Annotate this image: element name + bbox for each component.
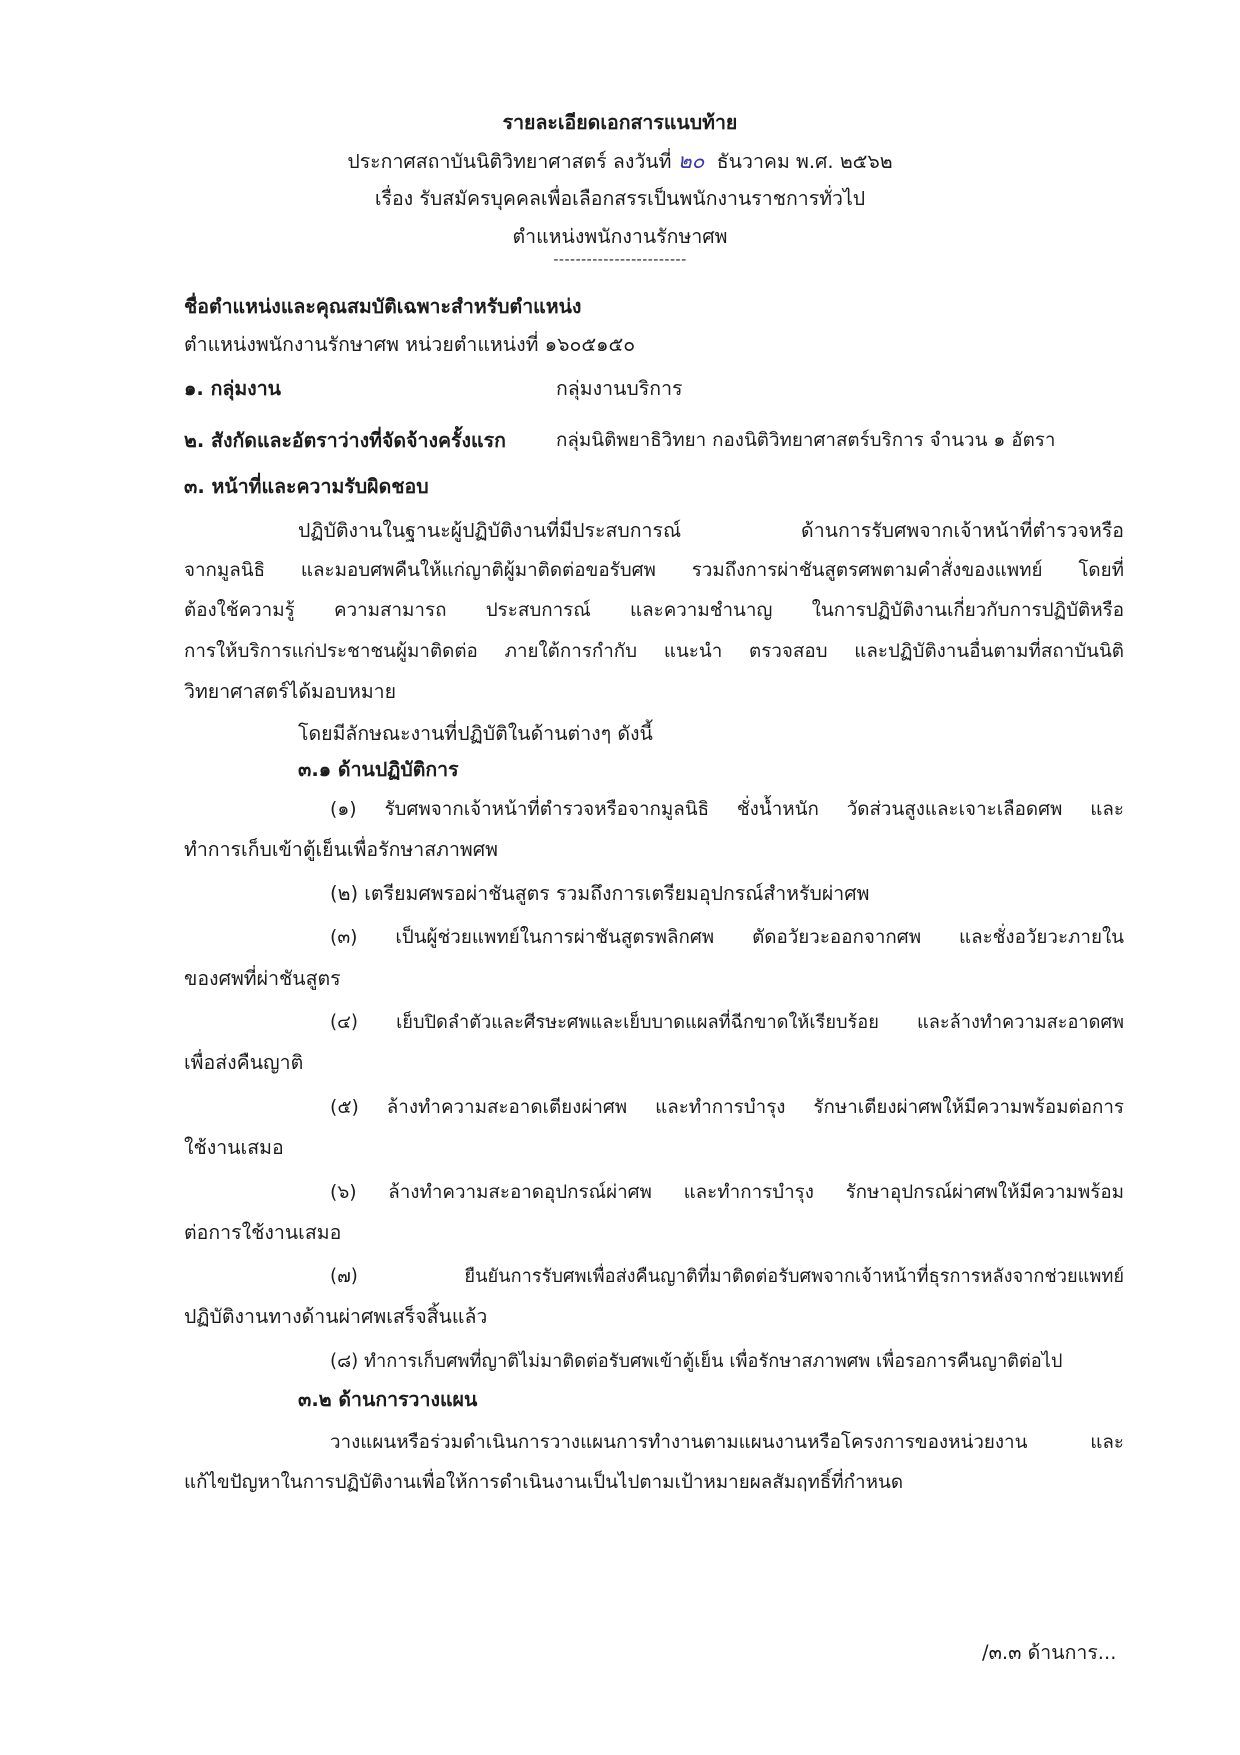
sub31-item3-cont: ของศพที่ผ่าชันสูตร [184, 967, 341, 990]
section-heading: ชื่อตำแหน่งและคุณสมบัติเฉพาะสำหรับตำแหน่ง [184, 295, 582, 318]
sub31-item3: (๓) เป็นผู้ช่วยแพทย์ในการผ่าชันสูตรพลิกศพ ตัดอวัยวะออกจากศพ และชั่งอวัยวะภายใน [330, 927, 1124, 948]
announcement-suffix: ธันวาคม พ.ศ. ๒๕๖๒ [716, 150, 893, 173]
subject-line: เรื่อง รับสมัครบุคคลเพื่อเลือกสรรเป็นพนักงานราชการทั่วไป [374, 187, 866, 210]
sub31-item6: (๖) ล้างทำความสะอาดอุปกรณ์ผ่าศพ และทำการบำรุง รักษาอุปกรณ์ผ่าศพให้มีความพร้อม [330, 1182, 1124, 1203]
item3-label: ๓. หน้าที่และความรับผิดชอบ [184, 475, 429, 498]
item3-paragraph-line-3: ต้องใช้ความรู้ ความสามารถ ประสบการณ์ และความชำนาญ ในการปฏิบัติงานเกี่ยวกับการปฏิบัติหรือ [184, 600, 1124, 621]
sub31-item8: (๘) ทำการเก็บศพที่ญาติไม่มาติดต่อรับศพเข้าตู้เย็น เพื่อรักษาสภาพศพ เพื่อรอการคืนญาติต่อไป [330, 1351, 1063, 1372]
position-title: ตำแหน่งพนักงานรักษาศพ [512, 225, 728, 248]
announcement-prefix: ประกาศสถาบันนิติวิทยาศาสตร์ ลงวันที่ [347, 150, 672, 173]
item3-paragraph-line-5: วิทยาศาสตร์ได้มอบหมาย [184, 680, 397, 703]
sub32-line-1: วางแผนหรือร่วมดำเนินการวางแผนการทำงานตามแผนงานหรือโครงการของหน่วยงาน และ [330, 1432, 1124, 1453]
item3-paragraph-line-1: ปฏิบัติงานในฐานะผู้ปฏิบัติงานที่มีประสบการณ์ ด้านการรับศพจากเจ้าหน้าที่ตำรวจหรือ [298, 519, 1124, 542]
item3-paragraph-line-2: จากมูลนิธิ และมอบศพคืนให้แก่ญาติผู้มาติดต่อขอรับศพ รวมถึงการผ่าชันสูตรศพตามคำสั่งของแพทย์ โดยที่ [184, 560, 1124, 581]
sub31-item1: (๑) รับศพจากเจ้าหน้าที่ตำรวจหรือจากมูลนิธิ ชั่งน้ำหนัก วัดส่วนสูงและเจาะเลือดศพ และ [330, 799, 1124, 820]
sub31-item1-cont: ทำการเก็บเข้าตู้เย็นเพื่อรักษาสภาพศพ [184, 838, 499, 861]
sub31-item4-cont: เพื่อส่งคืนญาติ [184, 1051, 304, 1074]
sub31-item7: (๗) ยืนยันการรับศพเพื่อส่งคืนญาติที่มาติดต่อรับศพจากเจ้าหน้าที่ธุรการหลังจากช่วยแพทย์ [330, 1266, 1124, 1287]
item2-value: กลุ่มนิติพยาธิวิทยา กองนิติวิทยาศาสตร์บริการ จำนวน ๑ อัตรา [556, 430, 1056, 451]
continuation-note: /๓.๓ ด้านการ... [982, 1641, 1117, 1664]
document-title: รายละเอียดเอกสารแนบท้าย [502, 111, 738, 134]
sub31-item6-cont: ต่อการใช้งานเสมอ [184, 1221, 342, 1244]
sub31-item2: (๒) เตรียมศพรอผ่าชันสูตร รวมถึงการเตรียมอุปกรณ์สำหรับผ่าศพ [330, 882, 870, 905]
sub31-item5-cont: ใช้งานเสมอ [184, 1136, 284, 1159]
sub32-heading: ๓.๒ ด้านการวางแผน [298, 1388, 478, 1411]
item2-label: ๒. สังกัดและอัตราว่างที่จัดจ้างครั้งแรก [184, 429, 506, 452]
item1-label: ๑. กลุ่มงาน [184, 377, 281, 400]
position-line: ตำแหน่งพนักงานรักษาศพ หน่วยตำแหน่งที่ ๑๖๐๕๑๕๐ [184, 333, 636, 356]
sub32-line-2: แก้ไขปัญหาในการปฏิบัติงานเพื่อให้การดำเนินงานเป็นไปตามเป้าหมายผลสัมฤทธิ์ที่กำหนด [184, 1472, 904, 1493]
sub31-heading: ๓.๑ ด้านปฏิบัติการ [298, 758, 459, 781]
item1-value: กลุ่มงานบริการ [556, 377, 683, 400]
sub31-item7-cont: ปฏิบัติงานทางด้านผ่าศพเสร็จสิ้นแล้ว [184, 1305, 488, 1328]
announcement-day: ๒๐ [677, 149, 705, 173]
sub31-item4: (๔) เย็บปิดลำตัวและศีรษะศพและเย็บบาดแผลที่ฉีกขาดให้เรียบร้อย และล้างทำความสะอาดศพ [330, 1012, 1124, 1033]
header-separator: ------------------------ [553, 252, 687, 268]
announcement-line [0, 148, 1240, 175]
sub31-item5: (๕) ล้างทำความสะอาดเตียงผ่าศพ และทำการบำรุง รักษาเตียงผ่าศพให้มีความพร้อมต่อการ [330, 1097, 1124, 1118]
item3-intro: โดยมีลักษณะงานที่ปฏิบัติในด้านต่างๆ ดังนี้ [298, 722, 653, 745]
item3-paragraph-line-4: การให้บริการแก่ประชาชนผู้มาติดต่อ ภายใต้การกำกับ แนะนำ ตรวจสอบ และปฏิบัติงานอื่นตามที่สถาบันนิติ [184, 641, 1124, 662]
